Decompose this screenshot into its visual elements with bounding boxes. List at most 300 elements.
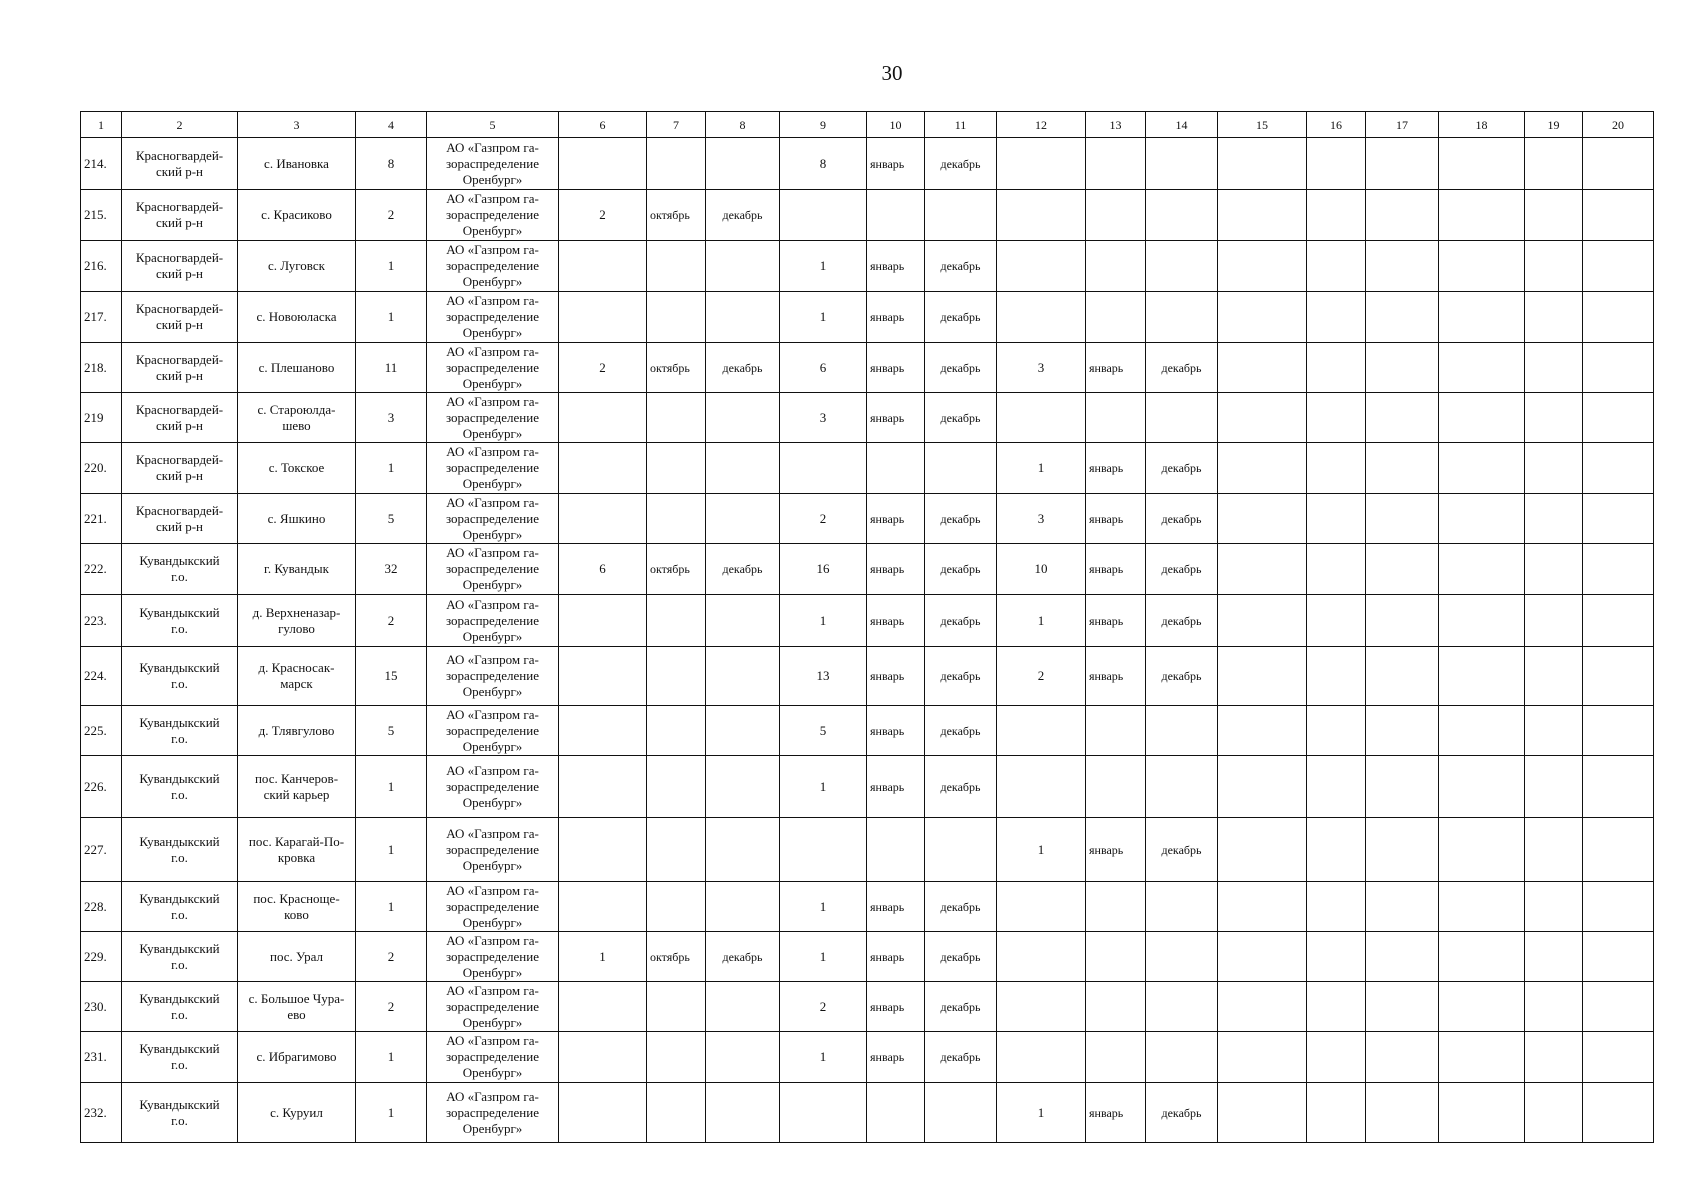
table-cell-col-5: АО «Газпром га- зораспределение Оренбург» <box>427 190 559 241</box>
table-cell-col-12: 10 <box>997 544 1086 595</box>
table-cell-col-5: АО «Газпром га- зораспределение Оренбург» <box>427 1032 559 1083</box>
table-cell-col-4: 11 <box>356 343 427 393</box>
table-cell-col-3: д. Верхненазар- гулово <box>238 595 356 647</box>
table-row <box>81 443 1654 494</box>
table-row <box>81 932 1654 982</box>
row-number-cell: 225. <box>81 706 122 756</box>
table-cell-col-11: декабрь <box>925 595 997 647</box>
table-cell-col-17 <box>1366 1032 1439 1083</box>
table-cell-col-19 <box>1525 706 1583 756</box>
table-cell-col-11: декабрь <box>925 756 997 818</box>
table-cell-col-13: январь <box>1086 544 1146 595</box>
table-cell-col-15 <box>1218 393 1307 443</box>
table-cell-col-19 <box>1525 932 1583 982</box>
table-cell-col-14 <box>1146 138 1218 190</box>
table-cell-col-2: Кувандыкский г.о. <box>122 1083 238 1143</box>
table-cell-col-19 <box>1525 982 1583 1032</box>
table-cell-col-11: декабрь <box>925 494 997 544</box>
table-cell-col-18 <box>1439 756 1525 818</box>
table-cell-col-2: Красногвардей- ский р-н <box>122 443 238 494</box>
table-cell-col-5: АО «Газпром га- зораспределение Оренбург» <box>427 1083 559 1143</box>
table-cell-col-12 <box>997 190 1086 241</box>
table-cell-col-7 <box>647 138 706 190</box>
column-header-19: 19 <box>1525 112 1583 138</box>
table-cell-col-11: декабрь <box>925 343 997 393</box>
column-header-7: 7 <box>647 112 706 138</box>
table-cell-col-15 <box>1218 292 1307 343</box>
table-row <box>81 241 1654 292</box>
table-cell-col-5: АО «Газпром га- зораспределение Оренбург» <box>427 292 559 343</box>
table-cell-col-16 <box>1307 393 1366 443</box>
table-cell-col-6 <box>559 982 647 1032</box>
table-cell-col-13 <box>1086 138 1146 190</box>
table-cell-col-15 <box>1218 343 1307 393</box>
table-cell-col-7 <box>647 1083 706 1143</box>
table-cell-col-16 <box>1307 706 1366 756</box>
table-cell-col-5: АО «Газпром га- зораспределение Оренбург» <box>427 932 559 982</box>
table-cell-col-2: Кувандыкский г.о. <box>122 595 238 647</box>
table-cell-col-6: 2 <box>559 190 647 241</box>
table-cell-col-15 <box>1218 818 1307 882</box>
table-cell-col-15 <box>1218 982 1307 1032</box>
table-cell-col-2: Красногвардей- ский р-н <box>122 241 238 292</box>
table-cell-col-2: Кувандыкский г.о. <box>122 1032 238 1083</box>
table-cell-col-6: 2 <box>559 343 647 393</box>
table-cell-col-3: пос. Красноще- ково <box>238 882 356 932</box>
table-cell-col-13 <box>1086 393 1146 443</box>
table-cell-col-18 <box>1439 443 1525 494</box>
table-cell-col-19 <box>1525 443 1583 494</box>
row-number-cell: 228. <box>81 882 122 932</box>
table-cell-col-15 <box>1218 494 1307 544</box>
table-cell-col-8: декабрь <box>706 343 780 393</box>
table-cell-col-4: 1 <box>356 1032 427 1083</box>
table-cell-col-19 <box>1525 292 1583 343</box>
table-cell-col-11: декабрь <box>925 393 997 443</box>
table-cell-col-15 <box>1218 443 1307 494</box>
table-cell-col-10: январь <box>867 241 925 292</box>
table-cell-col-6 <box>559 756 647 818</box>
row-number-cell: 226. <box>81 756 122 818</box>
table-cell-col-5: АО «Газпром га- зораспределение Оренбург» <box>427 494 559 544</box>
table-cell-col-7: октябрь <box>647 932 706 982</box>
table-cell-col-18 <box>1439 241 1525 292</box>
table-cell-col-10: январь <box>867 647 925 706</box>
table-cell-col-17 <box>1366 190 1439 241</box>
table-cell-col-6 <box>559 1032 647 1083</box>
table-cell-col-3: с. Ивановка <box>238 138 356 190</box>
table-cell-col-4: 2 <box>356 932 427 982</box>
table-cell-col-20 <box>1583 595 1654 647</box>
table-cell-col-13: январь <box>1086 647 1146 706</box>
row-number-cell: 224. <box>81 647 122 706</box>
table-cell-col-10 <box>867 818 925 882</box>
table-cell-col-4: 8 <box>356 138 427 190</box>
column-header-9: 9 <box>780 112 867 138</box>
table-cell-col-2: Красногвардей- ский р-н <box>122 292 238 343</box>
table-cell-col-14 <box>1146 932 1218 982</box>
table-cell-col-11: декабрь <box>925 647 997 706</box>
table-cell-col-12 <box>997 756 1086 818</box>
table-cell-col-13 <box>1086 756 1146 818</box>
table-cell-col-11: декабрь <box>925 706 997 756</box>
table-cell-col-5: АО «Газпром га- зораспределение Оренбург» <box>427 595 559 647</box>
table-cell-col-7 <box>647 982 706 1032</box>
table-cell-col-13 <box>1086 706 1146 756</box>
table-cell-col-17 <box>1366 241 1439 292</box>
table-cell-col-3: с. Ибрагимово <box>238 1032 356 1083</box>
table-cell-col-18 <box>1439 932 1525 982</box>
table-cell-col-4: 1 <box>356 443 427 494</box>
table-row <box>81 343 1654 393</box>
column-header-12: 12 <box>997 112 1086 138</box>
table-cell-col-7 <box>647 756 706 818</box>
table-cell-col-17 <box>1366 932 1439 982</box>
table-cell-col-11: декабрь <box>925 138 997 190</box>
table-cell-col-9: 1 <box>780 1032 867 1083</box>
row-number-cell: 222. <box>81 544 122 595</box>
table-cell-col-16 <box>1307 443 1366 494</box>
table-cell-col-19 <box>1525 756 1583 818</box>
table-cell-col-19 <box>1525 818 1583 882</box>
table-cell-col-10: январь <box>867 882 925 932</box>
table-cell-col-15 <box>1218 190 1307 241</box>
table-cell-col-13: январь <box>1086 494 1146 544</box>
table-cell-col-17 <box>1366 818 1439 882</box>
table-cell-col-7: октябрь <box>647 544 706 595</box>
table-cell-col-9: 2 <box>780 982 867 1032</box>
table-cell-col-8 <box>706 595 780 647</box>
table-cell-col-8 <box>706 494 780 544</box>
table-cell-col-19 <box>1525 595 1583 647</box>
table-cell-col-15 <box>1218 647 1307 706</box>
table-cell-col-9: 3 <box>780 393 867 443</box>
column-header-15: 15 <box>1218 112 1307 138</box>
table-cell-col-3: д. Красносак- марск <box>238 647 356 706</box>
table-cell-col-9: 16 <box>780 544 867 595</box>
table-cell-col-14: декабрь <box>1146 343 1218 393</box>
table-cell-col-14 <box>1146 393 1218 443</box>
row-number-cell: 230. <box>81 982 122 1032</box>
table-cell-col-16 <box>1307 595 1366 647</box>
table-cell-col-16 <box>1307 932 1366 982</box>
table-cell-col-15 <box>1218 706 1307 756</box>
table-cell-col-16 <box>1307 882 1366 932</box>
table-row <box>81 882 1654 932</box>
table-cell-col-8 <box>706 138 780 190</box>
table-row <box>81 756 1654 818</box>
table-cell-col-2: Красногвардей- ский р-н <box>122 393 238 443</box>
row-number-cell: 218. <box>81 343 122 393</box>
table-cell-col-13 <box>1086 292 1146 343</box>
table-cell-col-12 <box>997 1032 1086 1083</box>
table-cell-col-6 <box>559 292 647 343</box>
table-cell-col-9 <box>780 443 867 494</box>
table-cell-col-5: АО «Газпром га- зораспределение Оренбург» <box>427 756 559 818</box>
table-cell-col-2: Кувандыкский г.о. <box>122 882 238 932</box>
table-cell-col-5: АО «Газпром га- зораспределение Оренбург» <box>427 647 559 706</box>
table-cell-col-17 <box>1366 706 1439 756</box>
table-cell-col-20 <box>1583 544 1654 595</box>
table-cell-col-13 <box>1086 882 1146 932</box>
table-cell-col-10: январь <box>867 544 925 595</box>
table-cell-col-10 <box>867 443 925 494</box>
table-cell-col-18 <box>1439 190 1525 241</box>
table-cell-col-20 <box>1583 982 1654 1032</box>
table-cell-col-9: 1 <box>780 932 867 982</box>
table-cell-col-3: с. Красиково <box>238 190 356 241</box>
table-cell-col-8: декабрь <box>706 932 780 982</box>
row-number-cell: 229. <box>81 932 122 982</box>
table-cell-col-10: январь <box>867 756 925 818</box>
table-cell-col-7 <box>647 706 706 756</box>
table-cell-col-17 <box>1366 443 1439 494</box>
table-cell-col-20 <box>1583 706 1654 756</box>
table-cell-col-6 <box>559 241 647 292</box>
table-cell-col-6 <box>559 138 647 190</box>
table-cell-col-15 <box>1218 882 1307 932</box>
table-cell-col-6 <box>559 882 647 932</box>
table-cell-col-3: пос. Карагай-По- кровка <box>238 818 356 882</box>
table-row <box>81 706 1654 756</box>
table-cell-col-15 <box>1218 544 1307 595</box>
table-cell-col-5: АО «Газпром га- зораспределение Оренбург» <box>427 443 559 494</box>
table-cell-col-6 <box>559 647 647 706</box>
table-cell-col-18 <box>1439 138 1525 190</box>
table-cell-col-5: АО «Газпром га- зораспределение Оренбург» <box>427 982 559 1032</box>
table-cell-col-9: 13 <box>780 647 867 706</box>
table-cell-col-20 <box>1583 443 1654 494</box>
table-cell-col-16 <box>1307 292 1366 343</box>
table-cell-col-12 <box>997 932 1086 982</box>
table-row <box>81 818 1654 882</box>
column-header-2: 2 <box>122 112 238 138</box>
table-cell-col-9: 2 <box>780 494 867 544</box>
table-cell-col-10: январь <box>867 1032 925 1083</box>
row-number-cell: 231. <box>81 1032 122 1083</box>
table-cell-col-14: декабрь <box>1146 647 1218 706</box>
column-header-8: 8 <box>706 112 780 138</box>
table-cell-col-3: д. Тлявгулово <box>238 706 356 756</box>
table-cell-col-5: АО «Газпром га- зораспределение Оренбург» <box>427 706 559 756</box>
table-cell-col-10 <box>867 1083 925 1143</box>
table-cell-col-15 <box>1218 932 1307 982</box>
table-cell-col-10: январь <box>867 595 925 647</box>
table-cell-col-4: 1 <box>356 292 427 343</box>
table-cell-col-19 <box>1525 241 1583 292</box>
table-cell-col-10: январь <box>867 982 925 1032</box>
table-cell-col-10: январь <box>867 138 925 190</box>
table-cell-col-19 <box>1525 494 1583 544</box>
table-cell-col-15 <box>1218 595 1307 647</box>
column-header-1: 1 <box>81 112 122 138</box>
table-cell-col-16 <box>1307 241 1366 292</box>
table-cell-col-13 <box>1086 982 1146 1032</box>
table-cell-col-14: декабрь <box>1146 443 1218 494</box>
table-cell-col-20 <box>1583 818 1654 882</box>
table-cell-col-17 <box>1366 647 1439 706</box>
table-cell-col-11 <box>925 190 997 241</box>
table-cell-col-17 <box>1366 982 1439 1032</box>
table-cell-col-20 <box>1583 1083 1654 1143</box>
table-cell-col-12: 2 <box>997 647 1086 706</box>
table-cell-col-4: 2 <box>356 190 427 241</box>
table-cell-col-8 <box>706 393 780 443</box>
table-cell-col-14: декабрь <box>1146 544 1218 595</box>
table-cell-col-17 <box>1366 544 1439 595</box>
table-cell-col-13: январь <box>1086 343 1146 393</box>
table-cell-col-7 <box>647 1032 706 1083</box>
table-cell-col-19 <box>1525 647 1583 706</box>
table-cell-col-4: 2 <box>356 595 427 647</box>
table-cell-col-20 <box>1583 932 1654 982</box>
table-cell-col-7 <box>647 292 706 343</box>
column-header-13: 13 <box>1086 112 1146 138</box>
table-cell-col-7: октябрь <box>647 190 706 241</box>
table-cell-col-18 <box>1439 292 1525 343</box>
column-header-6: 6 <box>559 112 647 138</box>
table-cell-col-12 <box>997 706 1086 756</box>
table-cell-col-18 <box>1439 494 1525 544</box>
table-cell-col-3: пос. Канчеров- ский карьер <box>238 756 356 818</box>
table-cell-col-5: АО «Газпром га- зораспределение Оренбург» <box>427 241 559 292</box>
table-cell-col-17 <box>1366 393 1439 443</box>
table-cell-col-18 <box>1439 706 1525 756</box>
table-cell-col-6: 1 <box>559 932 647 982</box>
table-cell-col-14 <box>1146 1032 1218 1083</box>
table-cell-col-12: 1 <box>997 595 1086 647</box>
table-cell-col-6 <box>559 818 647 882</box>
table-cell-col-6: 6 <box>559 544 647 595</box>
table-cell-col-18 <box>1439 393 1525 443</box>
table-cell-col-14: декабрь <box>1146 818 1218 882</box>
column-header-16: 16 <box>1307 112 1366 138</box>
row-number-cell: 223. <box>81 595 122 647</box>
table-cell-col-18 <box>1439 343 1525 393</box>
table-cell-col-10 <box>867 190 925 241</box>
table-cell-col-7 <box>647 882 706 932</box>
table-cell-col-7 <box>647 595 706 647</box>
table-cell-col-13: январь <box>1086 443 1146 494</box>
table-cell-col-8 <box>706 647 780 706</box>
column-header-4: 4 <box>356 112 427 138</box>
table-cell-col-8 <box>706 818 780 882</box>
table-cell-col-14 <box>1146 292 1218 343</box>
table-cell-col-2: Красногвардей- ский р-н <box>122 190 238 241</box>
table-cell-col-7 <box>647 393 706 443</box>
table-cell-col-13: январь <box>1086 818 1146 882</box>
table-cell-col-20 <box>1583 343 1654 393</box>
table-cell-col-8 <box>706 982 780 1032</box>
table-cell-col-14: декабрь <box>1146 1083 1218 1143</box>
table-cell-col-5: АО «Газпром га- зораспределение Оренбург» <box>427 138 559 190</box>
row-number-cell: 217. <box>81 292 122 343</box>
table-cell-col-8 <box>706 1083 780 1143</box>
table-row <box>81 393 1654 443</box>
row-number-cell: 220. <box>81 443 122 494</box>
table-cell-col-20 <box>1583 138 1654 190</box>
table-cell-col-12 <box>997 982 1086 1032</box>
table-cell-col-4: 1 <box>356 882 427 932</box>
table-cell-col-14 <box>1146 882 1218 932</box>
table-cell-col-2: Кувандыкский г.о. <box>122 756 238 818</box>
table-cell-col-4: 1 <box>356 818 427 882</box>
table-cell-col-6 <box>559 595 647 647</box>
table-cell-col-7 <box>647 647 706 706</box>
table-cell-col-3: пос. Урал <box>238 932 356 982</box>
table-cell-col-3: с. Староюлда- шево <box>238 393 356 443</box>
table-cell-col-6 <box>559 1083 647 1143</box>
table-cell-col-10: январь <box>867 292 925 343</box>
table-cell-col-16 <box>1307 647 1366 706</box>
table-cell-col-4: 5 <box>356 706 427 756</box>
table-cell-col-8 <box>706 1032 780 1083</box>
table-row <box>81 292 1654 343</box>
table-cell-col-9: 1 <box>780 756 867 818</box>
table-cell-col-9 <box>780 818 867 882</box>
table-cell-col-17 <box>1366 882 1439 932</box>
table-cell-col-8 <box>706 292 780 343</box>
table-cell-col-2: Красногвардей- ский р-н <box>122 138 238 190</box>
table-cell-col-10: январь <box>867 494 925 544</box>
table-cell-col-10: январь <box>867 393 925 443</box>
table-cell-col-20 <box>1583 647 1654 706</box>
table-cell-col-4: 3 <box>356 393 427 443</box>
table-cell-col-3: г. Кувандык <box>238 544 356 595</box>
table-cell-col-20 <box>1583 292 1654 343</box>
table-row <box>81 544 1654 595</box>
column-header-3: 3 <box>238 112 356 138</box>
table-cell-col-19 <box>1525 393 1583 443</box>
column-header-10: 10 <box>867 112 925 138</box>
table-row <box>81 595 1654 647</box>
table-cell-col-19 <box>1525 190 1583 241</box>
table-cell-col-6 <box>559 393 647 443</box>
table-cell-col-14 <box>1146 241 1218 292</box>
table-cell-col-20 <box>1583 494 1654 544</box>
table-cell-col-9: 1 <box>780 292 867 343</box>
table-cell-col-16 <box>1307 343 1366 393</box>
table-cell-col-10: январь <box>867 932 925 982</box>
row-number-cell: 214. <box>81 138 122 190</box>
column-header-14: 14 <box>1146 112 1218 138</box>
table-cell-col-12: 1 <box>997 443 1086 494</box>
table-cell-col-6 <box>559 494 647 544</box>
table-cell-col-16 <box>1307 190 1366 241</box>
table-cell-col-4: 1 <box>356 1083 427 1143</box>
table-cell-col-9 <box>780 190 867 241</box>
table-cell-col-20 <box>1583 393 1654 443</box>
table-cell-col-16 <box>1307 544 1366 595</box>
table-row <box>81 138 1654 190</box>
row-number-cell: 221. <box>81 494 122 544</box>
table-cell-col-17 <box>1366 756 1439 818</box>
table-cell-col-6 <box>559 443 647 494</box>
table-cell-col-7 <box>647 494 706 544</box>
table-cell-col-12 <box>997 393 1086 443</box>
table-cell-col-11: декабрь <box>925 241 997 292</box>
table-row <box>81 1032 1654 1083</box>
table-row <box>81 647 1654 706</box>
table-cell-col-15 <box>1218 1083 1307 1143</box>
table-cell-col-8 <box>706 882 780 932</box>
table-cell-col-5: АО «Газпром га- зораспределение Оренбург» <box>427 343 559 393</box>
table-cell-col-3: с. Новоюласка <box>238 292 356 343</box>
table-cell-col-19 <box>1525 1032 1583 1083</box>
table-cell-col-17 <box>1366 595 1439 647</box>
table-cell-col-17 <box>1366 1083 1439 1143</box>
table-cell-col-5: АО «Газпром га- зораспределение Оренбург» <box>427 882 559 932</box>
